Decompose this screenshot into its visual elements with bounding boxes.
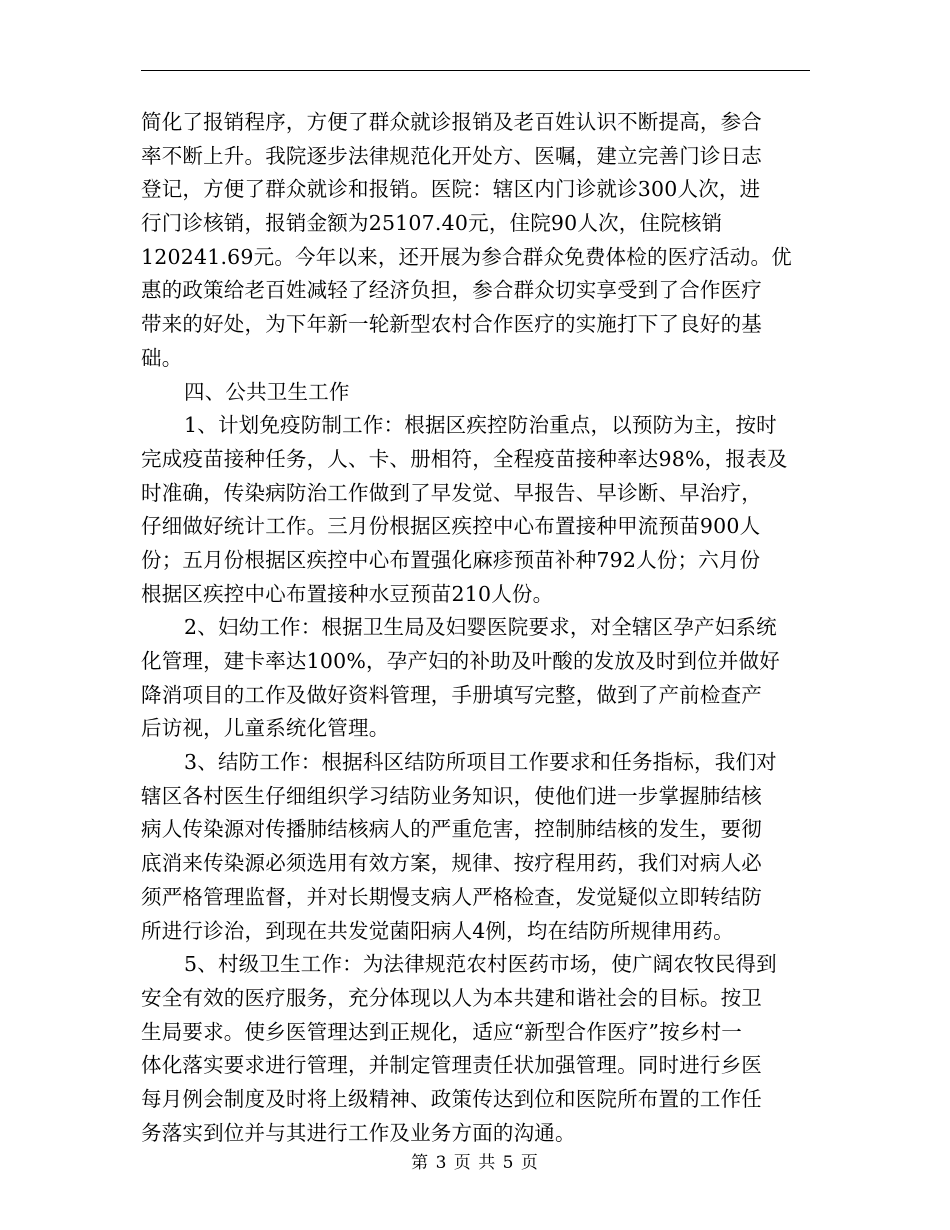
text-line: 化管理，建卡率达100%，孕产妇的补助及叶酸的发放及时到位并做好 xyxy=(141,649,781,673)
text-line: 1、计划免疫防制工作：根据区疾控防治重点，以预防为主，按时 xyxy=(184,413,777,438)
text-line: 底消来传染源必须选用有效方案，规律、按疗程用药，我们对病人必 xyxy=(141,851,762,876)
text-line: 登记，方便了群众就诊和报销。医院：辖区内门诊就诊300人次，进 xyxy=(141,177,761,202)
text-line: 生局要求。使乡医管理达到正规化，适应“新型合作医疗”按乡村一 xyxy=(141,1019,742,1044)
text-line: 仔细做好统计工作。三月份根据区疾控中心布置接种甲流预苗900人 xyxy=(141,514,761,539)
text-line: 行门诊核销，报销金额为25107.40元，住院90人次，住院核销 xyxy=(141,211,723,236)
text-line: 完成疫苗接种任务，人、卡、册相符，全程疫苗接种率达98%，报表及 xyxy=(141,446,788,471)
text-line: 根据区疾控中心布置接种水豆预苗210人份。 xyxy=(141,581,554,606)
text-line: 带来的好处，为下年新一轮新型农村合作医疗的实施打下了良好的基 xyxy=(141,312,762,337)
page-footer: 第 3 页 共 5 页 xyxy=(411,1153,539,1173)
header-rule xyxy=(141,70,810,71)
text-line: 份；五月份根据区疾控中心布置强化麻疹预苗补种792人份；六月份 xyxy=(141,547,761,572)
text-line: 降消项目的工作及做好资料管理，手册填写完整，做到了产前检查产 xyxy=(141,682,762,707)
text-line: 所进行诊治，到现在共发觉菌阳病人4例，均在结防所规律用药。 xyxy=(141,918,734,943)
text-line: 四、公共卫生工作 xyxy=(184,379,350,404)
text-line: 后访视，儿童系统化管理。 xyxy=(141,716,390,741)
text-line: 础。 xyxy=(141,345,183,370)
text-line: 120241.69元。今年以来，还开展为参合群众免费体检的医疗活动。优 xyxy=(141,244,792,269)
text-line: 务落实到位并与其进行工作及业务方面的沟通。 xyxy=(141,1120,576,1145)
text-line: 体化落实要求进行管理，并制定管理责任状加强管理。同时进行乡医 xyxy=(141,1053,762,1078)
text-line: 2、妇幼工作：根据卫生局及妇婴医院要求，对全辖区孕产妇系统 xyxy=(184,615,777,640)
text-line: 3、结防工作：根据科区结防所项目工作要求和任务指标，我们对 xyxy=(184,750,777,775)
text-line: 惠的政策给老百姓减轻了经济负担，参合群众切实享受到了合作医疗 xyxy=(141,278,762,303)
text-line: 率不断上升。我院逐步法律规范化开处方、医嘱，建立完善门诊日志 xyxy=(141,143,762,168)
text-line: 须严格管理监督，并对长期慢支病人严格检查，发觉疑似立即转结防 xyxy=(141,884,762,909)
text-line: 病人传染源对传播肺结核病人的严重危害，控制肺结核的发生，要彻 xyxy=(141,817,762,842)
document-body xyxy=(141,106,811,1150)
text-line: 时准确，传染病防治工作做到了早发觉、早报告、早诊断、早治疗， xyxy=(141,480,762,505)
text-line: 每月例会制度及时将上级精神、政策传达到位和医院所布置的工作任 xyxy=(141,1086,762,1111)
text-line: 5、村级卫生工作：为法律规范农村医药市场，使广阔农牧民得到 xyxy=(184,952,777,977)
text-line: 简化了报销程序，方便了群众就诊报销及老百姓认识不断提高，参合 xyxy=(141,110,762,134)
text-line: 安全有效的医疗服务，充分体现以人为本共建和谐社会的目标。按卫 xyxy=(141,985,762,1010)
text-line: 辖区各村医生仔细组织学习结防业务知识，使他们进一步掌握肺结核 xyxy=(141,783,762,808)
